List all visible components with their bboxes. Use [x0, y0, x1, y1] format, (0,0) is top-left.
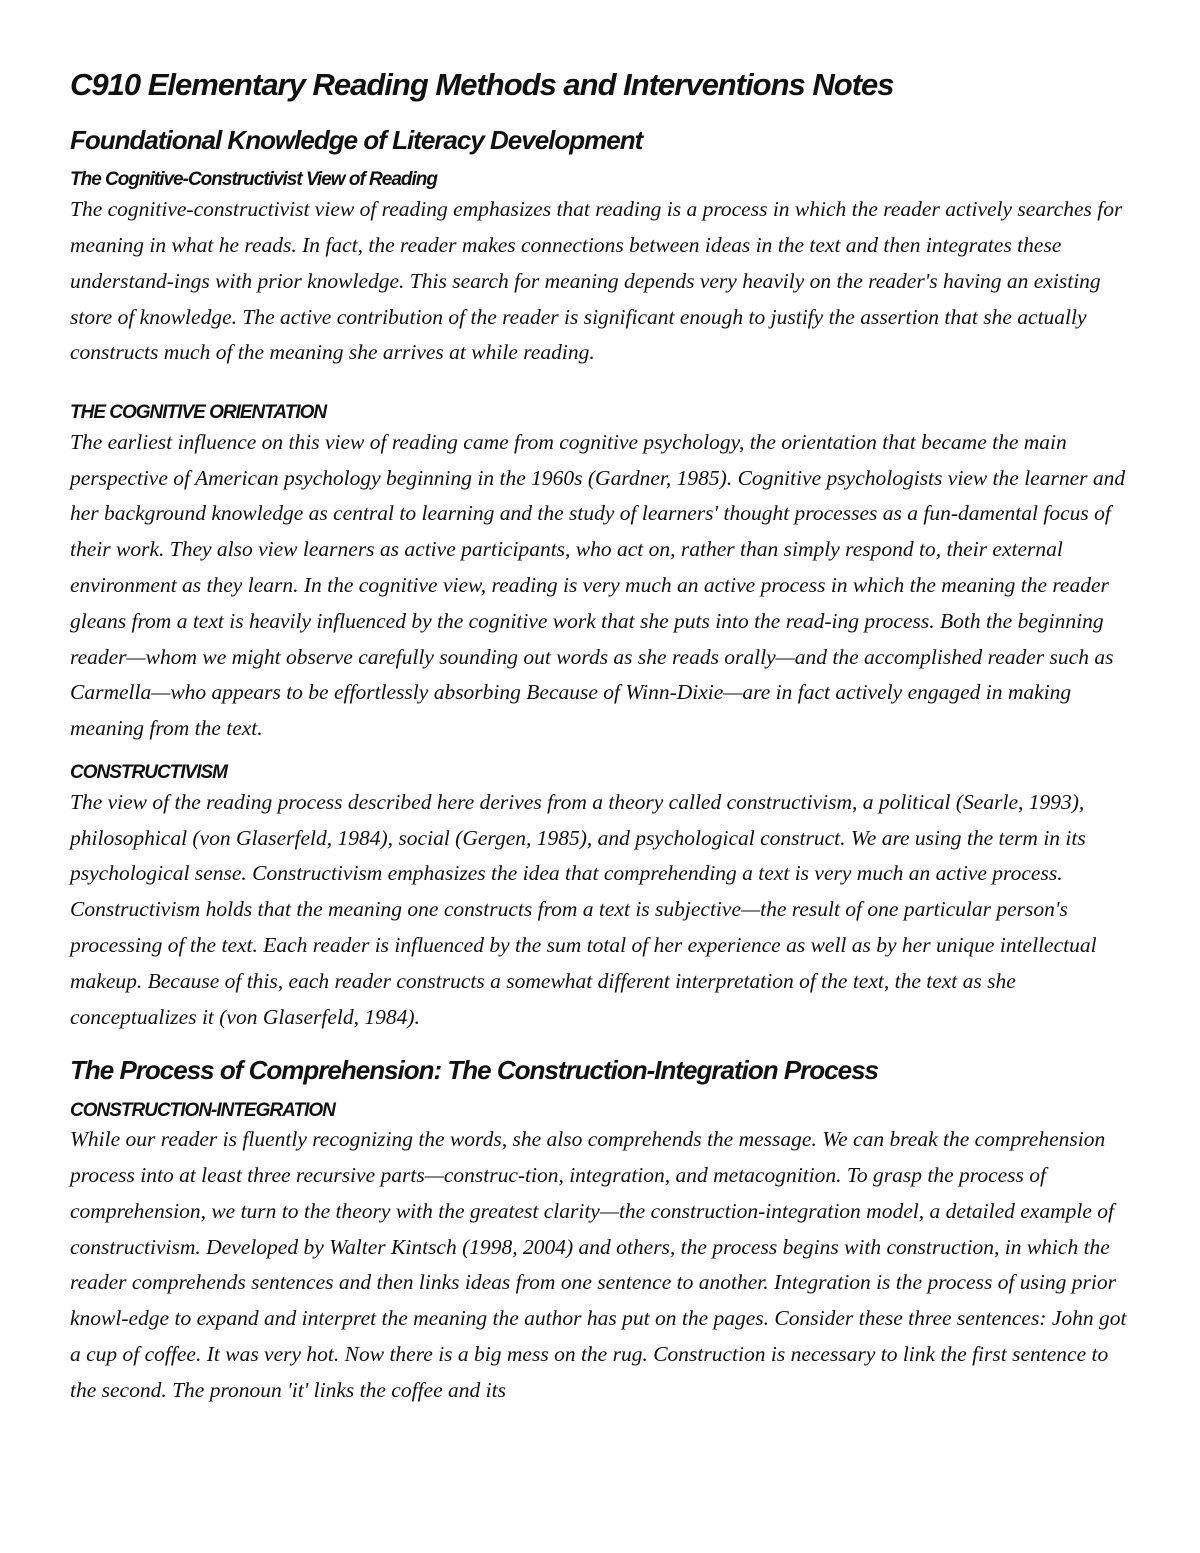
document-page	[70, 66, 1134, 1409]
paragraph-constructivism: The view of the reading process described here derives from a theory called constructivism, a political (Searle, 1993), philosophical (von Glaserfeld, 1984), social (Gergen, 1985), and psychological construct. We are using the term in its psychological sense. Constructivism emphasizes the idea that comprehending a text is very much an active process. Constructivism holds that the meaning one constructs from a text is subjective—the result of one particular person's processing of the text. Each reader is influenced by the sum total of her experience as well as by her unique intellectual makeup. Because of this, each reader constructs a somewhat different interpretation of the text, the text as she conceptualizes it (von Glaserfeld, 1984).	[70, 789, 1097, 1029]
subsection-heading-cognitive-constructivist-view: The Cognitive-Constructivist View of Reading	[70, 169, 437, 191]
subsection-heading-cognitive-orientation: THE COGNITIVE ORIENTATION	[70, 402, 327, 424]
document-title: C910 Elementary Reading Methods and Interventions Notes	[70, 67, 894, 102]
subsection-heading-construction-integration: CONSTRUCTION-INTEGRATION	[70, 1099, 335, 1121]
section-heading-foundational-knowledge: Foundational Knowledge of Literacy Development	[70, 125, 643, 156]
paragraph-cognitive-orientation: The earliest influence on this view of reading came from cognitive psychology, the orientation that became the main perspective of American psychology beginning in the 1960s (Gardner, 1985). Cognitive psychologists view the learner and her background knowledge as central to learning and the study of learners' thought processes as a fun-damental focus of their work. They also view learners as active participants, who act on, rather than simply respond to, their external environment as they learn. In the cognitive view, reading is very much an active process in which the meaning the reader gleans from a text is heavily influenced by the cognitive work that she puts into the read-ing process. Both the beginning reader—whom we might observe carefully sounding out words as she reads orally—and the accomplished reader such as Carmella—who appears to be effortlessly absorbing Because of Winn-Dixie—are in fact actively engaged in making meaning from the text.	[70, 429, 1126, 741]
paragraph-cognitive-constructivist-view: The cognitive-constructivist view of reading emphasizes that reading is a process in which the reader actively searches for meaning in what he reads. In fact, the reader makes connections between ideas in the text and then integrates these understand-ings with prior knowledge. This search for meaning depends very heavily on the reader's having an existing store of knowledge. The active contribution of the reader is significant enough to justify the assertion that she actually constructs much of the meaning she arrives at while reading.	[70, 197, 1123, 365]
paragraph-construction-integration: While our reader is fluently recognizing the words, she also comprehends the message. We can break the comprehension process into at least three recursive parts—construc-tion, integration, and metacognition. To grasp the process of comprehension, we turn to the theory with the greatest clarity—the construction-integration model, a detailed example of constructivism. Developed by Walter Kintsch (1998, 2004) and others, the process begins with construction, in which the reader comprehends sentences and then links ideas from one sentence to another. Integration is the process of using prior knowl-edge to expand and interpret the meaning the author has put on the pages. Consider these three sentences: John got a cup of coffee. It was very hot. Now there is a big mess on the rug. Construction is necessary to link the first sentence to the second. The pronoun 'it' links the coffee and its	[70, 1127, 1127, 1402]
subsection-heading-constructivism: CONSTRUCTIVISM	[70, 762, 227, 784]
section-heading-process-of-comprehension: The Process of Comprehension: The Construction-Integration Process	[70, 1055, 879, 1086]
